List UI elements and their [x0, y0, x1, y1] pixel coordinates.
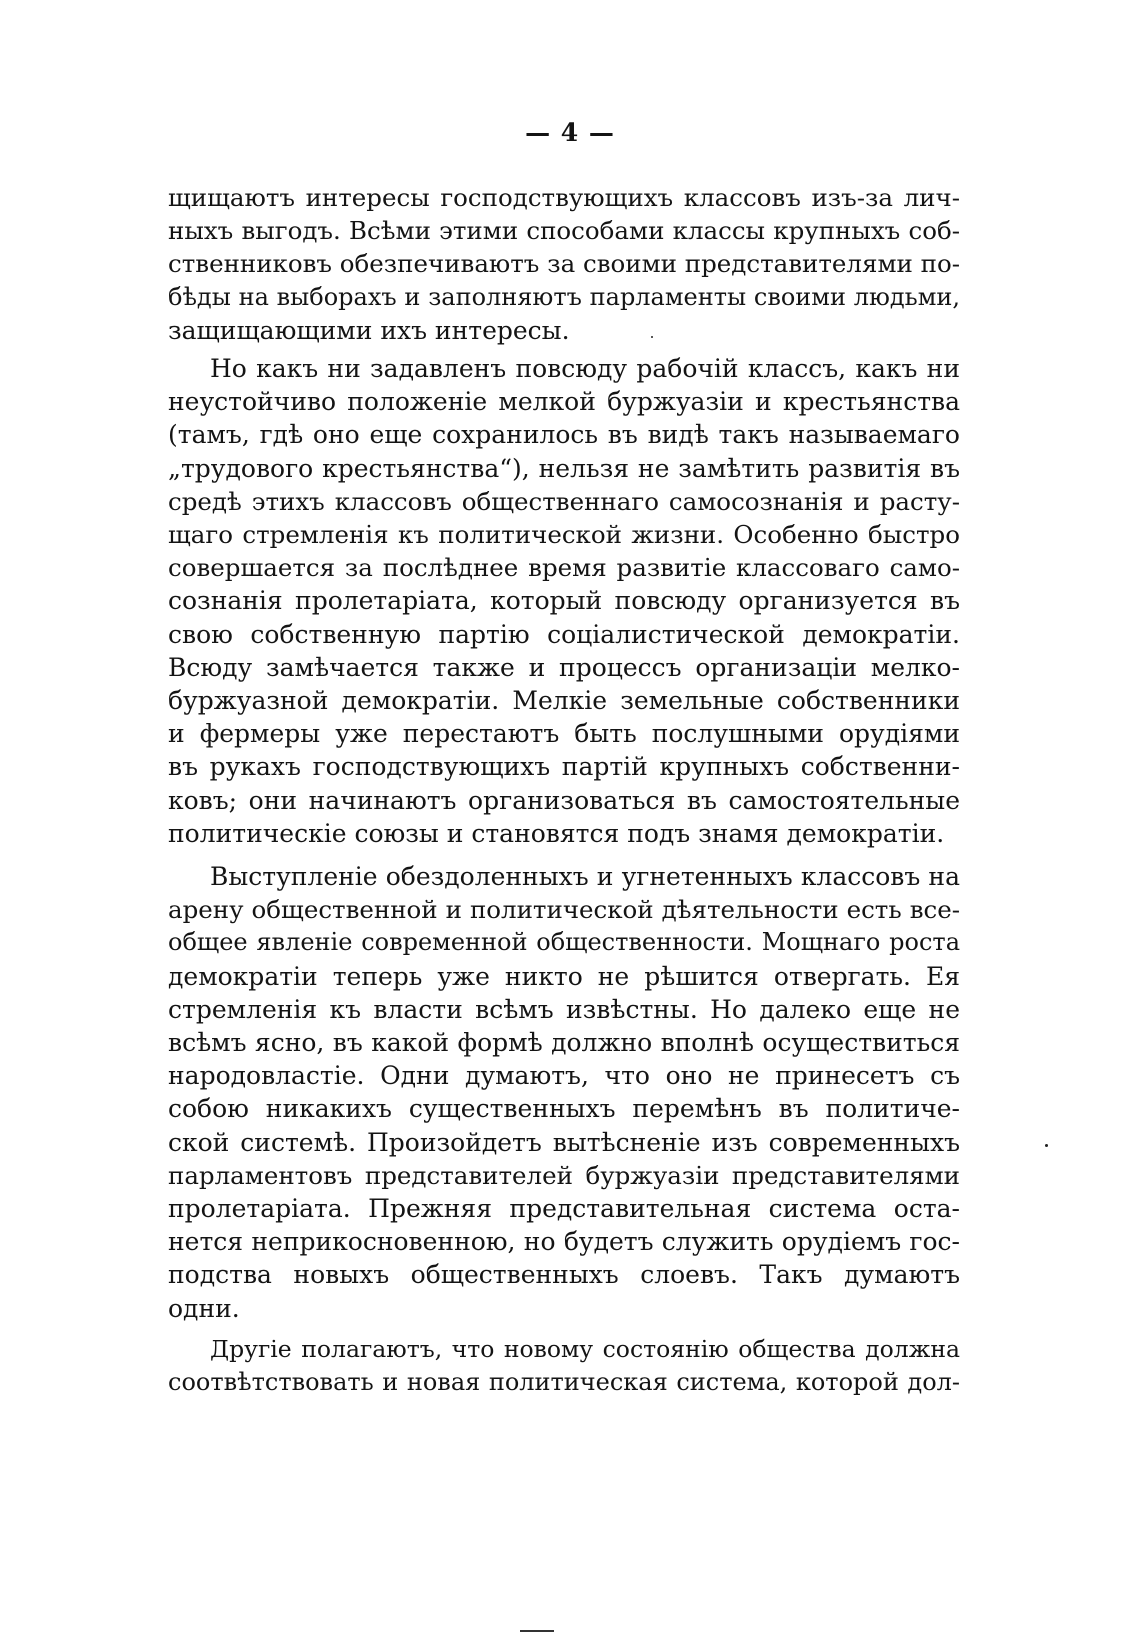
- text-line: и фермеры уже перестаютъ быть послушными орудіями: [168, 719, 960, 749]
- paragraph-2: [168, 352, 960, 850]
- text-line: неустойчиво положеніе мелкой буржуазіи и крестьянства: [168, 387, 960, 417]
- text-line: подства новыхъ общественныхъ слоевъ. Такъ думаютъ: [168, 1260, 960, 1290]
- text-line: всѣмъ ясно, въ какой формѣ должно вполнѣ осуществиться: [168, 1028, 960, 1058]
- text-line: ской системѣ. Произойдетъ вытѣсненіе изъ современныхъ: [168, 1127, 960, 1157]
- text-line: бѣды на выборахъ и заполняютъ парламенты своими людьми,: [168, 282, 960, 311]
- text-line: ственниковъ обезпечиваютъ за своими представителями по-: [168, 249, 960, 279]
- paragraph-3: [168, 860, 960, 1325]
- paragraph-4: [168, 1333, 960, 1399]
- text-line: Но какъ ни задавленъ повсюду рабочій классъ, какъ ни: [210, 354, 960, 383]
- text-line: свою собственную партію соціалистической демократіи.: [168, 619, 960, 649]
- text-line: совершается за послѣднее время развитіе классоваго само-: [168, 553, 960, 583]
- text-line: политическіе союзы и становятся подъ знамя демократіи.: [168, 818, 945, 848]
- text-line: защищающими ихъ интересы.: [168, 315, 570, 345]
- text-line: стремленія къ власти всѣмъ извѣстны. Но далеко еще не: [168, 994, 960, 1024]
- text-line: средѣ этихъ классовъ общественнаго самосознанія и расту-: [168, 486, 960, 516]
- text-line: соотвѣтствовать и новая политическая система, которой дол-: [168, 1368, 960, 1397]
- text-line: щаго стремленія къ политической жизни. Особенно быстро: [168, 520, 960, 550]
- page-number: — 4 —: [525, 118, 615, 147]
- text-line: арену общественной и политической дѣятельности есть все-: [168, 895, 960, 925]
- text-line: въ рукахъ господствующихъ партій крупныхъ собственни-: [168, 752, 960, 782]
- text-line: демократіи теперь уже никто не рѣшится отвергать. Ея: [168, 961, 960, 991]
- text-line: нется неприкосновенною, но будетъ служить орудіемъ гос-: [168, 1227, 960, 1257]
- text-line: Всюду замѣчается также и процессъ организаціи мелко-: [168, 652, 960, 682]
- text-line: „трудового крестьянства“), нельзя не замѣтить развитія въ: [168, 453, 960, 483]
- text-line: парламентовъ представителей буржуазіи представителями: [168, 1160, 960, 1190]
- text-line: одни.: [168, 1293, 240, 1323]
- text-line: сознанія пролетаріата, который повсюду организуется въ: [168, 586, 960, 616]
- scan-mark: [520, 1630, 554, 1632]
- text-line: собою никакихъ существенныхъ перемѣнъ въ политиче-: [168, 1094, 960, 1124]
- text-line: ковъ; они начинаютъ организоваться въ самостоятельные: [168, 785, 960, 815]
- scan-speck: [1045, 1144, 1048, 1147]
- paragraph-1: [168, 181, 960, 347]
- scan-speck: [651, 336, 653, 338]
- text-line: ныхъ выгодъ. Всѣми этими способами классы крупныхъ соб-: [168, 216, 960, 246]
- text-line: народовластіе. Одни думаютъ, что оно не принесетъ съ: [168, 1061, 960, 1091]
- text-line: щищаютъ интересы господствующихъ классовъ изъ-за лич-: [168, 183, 960, 212]
- text-line: Другіе полагаютъ, что новому состоянію общества должна: [210, 1335, 960, 1363]
- text-line: буржуазной демократіи. Мелкіе земельные собственники: [168, 686, 960, 716]
- text-line: (тамъ, гдѣ оно еще сохранилось въ видѣ такъ называемаго: [168, 420, 960, 450]
- text-line: пролетаріата. Прежняя представительная система оста-: [168, 1194, 960, 1224]
- text-line: общее явленіе современной общественности. Мощнаго роста: [168, 928, 960, 957]
- text-line: Выступленіе обездоленныхъ и угнетенныхъ классовъ на: [210, 862, 960, 891]
